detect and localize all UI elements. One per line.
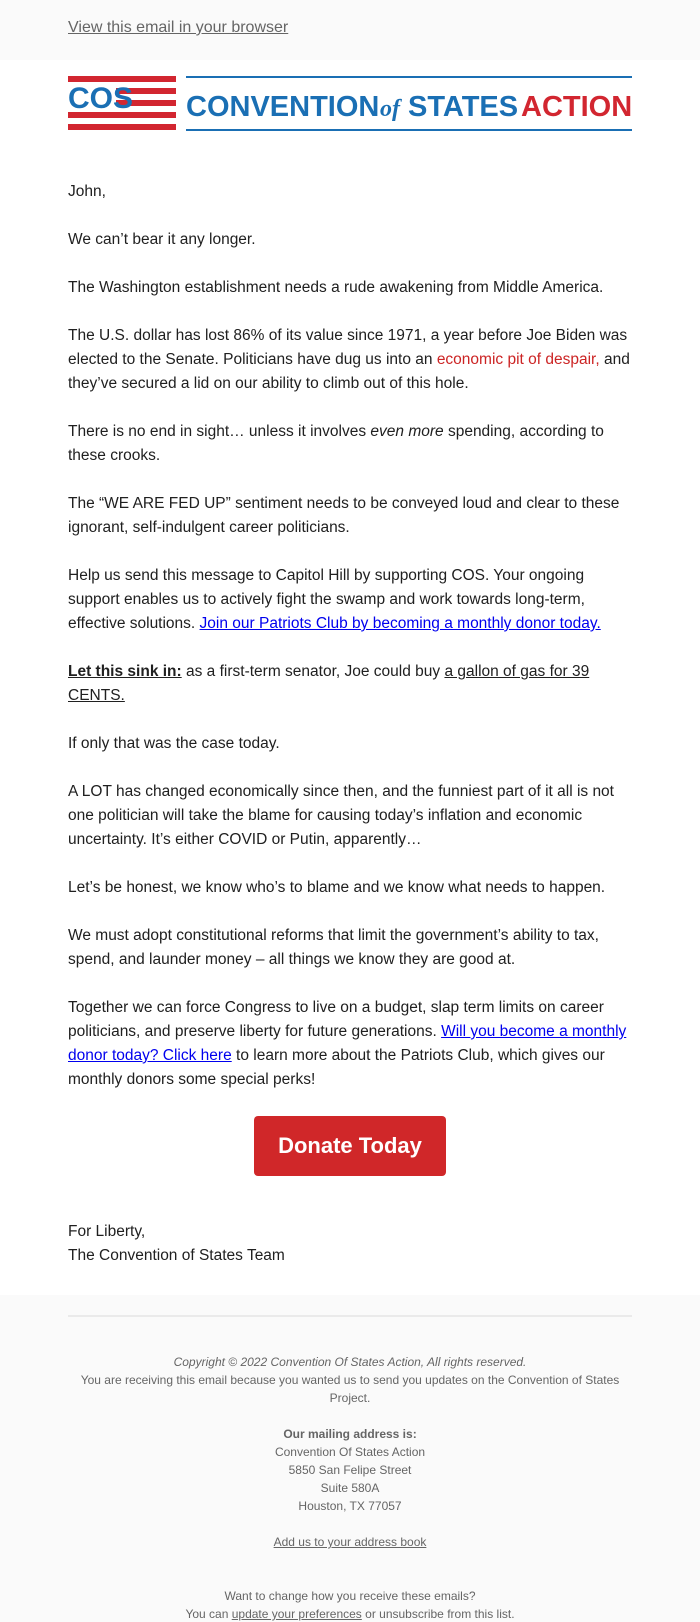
- logo-mark-text: COS: [68, 82, 134, 115]
- gas-price-link[interactable]: a gallon of gas for 39 CENTS.: [68, 663, 590, 704]
- paragraph: [68, 324, 632, 396]
- text-span: The U.S. dollar has lost 86% of its value since 1971, a year before Joe Biden was elected to the Senate. Politicians have dug us into an: [68, 327, 628, 368]
- paragraph: [68, 996, 632, 1092]
- text-span: You can: [185, 1607, 232, 1621]
- text-span: as a first-term senator, Joe could buy: [181, 663, 445, 680]
- update-preferences-link[interactable]: update your preferences: [231, 1607, 362, 1621]
- paragraph: If only that was the case today.: [68, 735, 280, 752]
- text-span: spending, according to these crooks.: [68, 423, 604, 464]
- copyright-text: Copyright © 2022 Convention Of States Action, All rights reserved.: [173, 1355, 527, 1369]
- paragraph: We must adopt constitutional reforms that limit the government’s ability to tax, spend, and launder money – all things we know they are good at.: [68, 927, 599, 968]
- paragraph: The “WE ARE FED UP” sentiment needs to be conveyed loud and clear to these ignorant, self-indulgent career politicians.: [68, 495, 620, 536]
- header-logo: [0, 60, 700, 180]
- address-line: Suite 580A: [320, 1481, 380, 1495]
- highlighted-text: economic pit of despair,: [436, 351, 600, 368]
- bold-lead-text: Let this sink in:: [68, 663, 182, 680]
- paragraph: We can’t bear it any longer.: [68, 231, 256, 248]
- patriots-club-link[interactable]: Join our Patriots Club by becoming a monthly donor today.: [199, 615, 601, 632]
- signoff-line: For Liberty,: [68, 1223, 146, 1240]
- mailing-address-label: Our mailing address is:: [283, 1427, 417, 1441]
- footer-divider: [68, 1315, 632, 1317]
- signoff: [0, 1212, 700, 1295]
- greeting: John,: [68, 183, 106, 200]
- paragraph: Let’s be honest, we know who’s to blame and we know what needs to happen.: [68, 879, 606, 896]
- donate-section: [0, 1116, 700, 1212]
- subscription-reason: You are receiving this email because you wanted us to send you updates on the Convention of States Project.: [80, 1373, 620, 1405]
- preferences-question: Want to change how you receive these emails?: [224, 1589, 476, 1603]
- top-bar: [0, 0, 700, 60]
- logo-word-convention: CONVENTION: [186, 91, 380, 123]
- logo-top-rule: [186, 76, 632, 78]
- address-line: 5850 San Felipe Street: [288, 1463, 412, 1477]
- paragraph: [68, 564, 632, 636]
- logo-bottom-rule: [186, 129, 632, 131]
- logo-word-action: ACTION: [521, 91, 632, 123]
- paragraph: [68, 420, 632, 468]
- preferences-line: [68, 1605, 632, 1622]
- monthly-donor-link[interactable]: Will you become a monthly donor today? Click here: [68, 1023, 627, 1064]
- emphasis-text: even more: [370, 423, 444, 440]
- address-book-link[interactable]: Add us to your address book: [273, 1535, 427, 1549]
- unsubscribe-text: or unsubscribe from this list.: [361, 1607, 515, 1621]
- text-span: Help us send this message to Capitol Hill by supporting COS. Your ongoing support enables us to actively fight the swamp and work towards long-term, effective solutions.: [68, 567, 585, 632]
- address-line: Houston, TX 77057: [298, 1499, 402, 1513]
- address-line: Convention Of States Action: [274, 1445, 426, 1459]
- paragraph: [68, 660, 632, 708]
- logo-word-of: of: [380, 96, 400, 122]
- text-span: There is no end in sight… unless it involves: [68, 423, 371, 440]
- footer: [0, 1295, 700, 1622]
- cos-logo-image: [68, 76, 632, 136]
- paragraph: A LOT has changed economically since then, and the funniest part of it all is not one politician will take the blame for causing today’s inflation and economic uncertainty. It’s either COVID or Putin, apparently…: [68, 783, 614, 848]
- text-span: Together we can force Congress to live on a budget, slap term limits on career politicians, and preserve liberty for future generations.: [68, 999, 604, 1040]
- text-span: to learn more about the Patriots Club, which gives our monthly donors some special perks!: [68, 1047, 605, 1088]
- logo-word-states: STATES: [408, 91, 519, 123]
- flag-stripe: [68, 124, 176, 130]
- text-span: and they’ve secured a lid on our ability to climb out of this hole.: [68, 351, 630, 392]
- view-in-browser-link[interactable]: View this email in your browser: [68, 19, 289, 36]
- donate-today-button[interactable]: Donate Today: [254, 1116, 446, 1176]
- paragraph: The Washington establishment needs a rude awakening from Middle America.: [68, 279, 604, 296]
- email-body: [0, 180, 700, 1092]
- signoff-signature: The Convention of States Team: [68, 1247, 285, 1264]
